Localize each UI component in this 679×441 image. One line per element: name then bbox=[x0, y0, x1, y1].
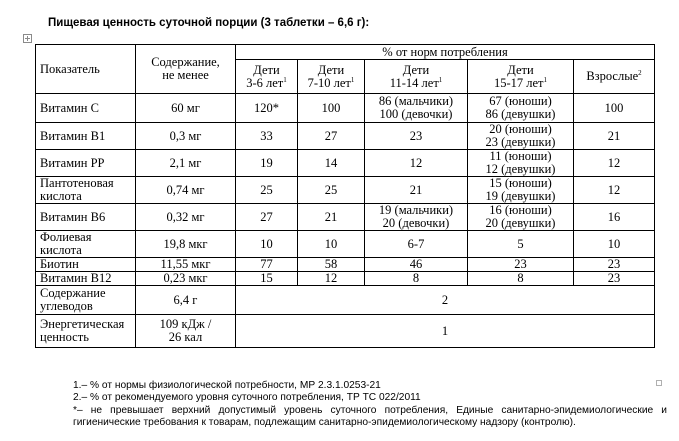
table-title: Пищевая ценность суточной порции (3 таблетки – 6,6 г): bbox=[48, 17, 370, 29]
row-percent-2: 21 bbox=[298, 204, 365, 231]
row-percent-3: 46 bbox=[365, 258, 468, 272]
row-percent-5: 23 bbox=[574, 272, 655, 286]
header-group-4: Дети 15-17 лет$^1$ bbox=[468, 60, 574, 94]
row-content: 0,23 мкг bbox=[136, 272, 236, 286]
table-row bbox=[36, 231, 655, 258]
row-name: Витамин РР bbox=[36, 150, 136, 177]
row-percent-4: 15 (юноши) 19 (девушки) bbox=[468, 177, 574, 204]
table-row bbox=[36, 94, 655, 123]
row-percent-1: 10 bbox=[236, 231, 298, 258]
row-percent-1: 77 bbox=[236, 258, 298, 272]
table-row bbox=[36, 123, 655, 150]
table-row bbox=[36, 204, 655, 231]
row-percent-5: 21 bbox=[574, 123, 655, 150]
header-group-5: Взрослые$^2$ bbox=[574, 60, 655, 94]
row-content: 0,32 мг bbox=[136, 204, 236, 231]
row-merged-value: 1 bbox=[236, 315, 655, 348]
row-name: Витамин В6 bbox=[36, 204, 136, 231]
header-percent: % от норм потребления bbox=[236, 45, 655, 60]
row-percent-4: 5 bbox=[468, 231, 574, 258]
header-group-3: Дети 11-14 лет$^1$ bbox=[365, 60, 468, 94]
row-percent-2: 14 bbox=[298, 150, 365, 177]
row-name: Фолиевая кислота bbox=[36, 231, 136, 258]
row-percent-1: 33 bbox=[236, 123, 298, 150]
header-group-2: Дети 7-10 лет$^1$ bbox=[298, 60, 365, 94]
row-percent-1: 15 bbox=[236, 272, 298, 286]
row-percent-5: 23 bbox=[574, 258, 655, 272]
row-percent-2: 25 bbox=[298, 177, 365, 204]
footnote-2: 2.– % от рекомендуемого уровня суточного потребления, ТР ТС 022/2011 bbox=[73, 392, 421, 404]
table-row bbox=[36, 315, 655, 348]
row-content: 6,4 г bbox=[136, 286, 236, 315]
footnote-3-cont: гигиенические требования к товарам, подлежащим санитарно-эпидемиологическому надзору (контролю). bbox=[73, 417, 576, 429]
row-percent-3: 8 bbox=[365, 272, 468, 286]
row-content: 0,3 мг bbox=[136, 123, 236, 150]
table-row bbox=[36, 150, 655, 177]
row-percent-1: 120* bbox=[236, 94, 298, 123]
row-percent-2: 100 bbox=[298, 94, 365, 123]
row-percent-3: 6-7 bbox=[365, 231, 468, 258]
row-name: Пантотеновая кислота bbox=[36, 177, 136, 204]
footnote-3: *– не превышает верхний допустимый уровень суточного потребления, Единые санитарно-эпидемиологические и bbox=[73, 404, 667, 416]
row-name: Содержание углеводов bbox=[36, 286, 136, 315]
table-row bbox=[36, 286, 655, 315]
footnotes bbox=[73, 380, 667, 430]
row-merged-value: 2 bbox=[236, 286, 655, 315]
row-content: 60 мг bbox=[136, 94, 236, 123]
table-row bbox=[36, 177, 655, 204]
row-percent-1: 27 bbox=[236, 204, 298, 231]
row-percent-1: 19 bbox=[236, 150, 298, 177]
row-name: Витамин В1 bbox=[36, 123, 136, 150]
row-percent-2: 12 bbox=[298, 272, 365, 286]
row-percent-4: 8 bbox=[468, 272, 574, 286]
row-percent-1: 25 bbox=[236, 177, 298, 204]
row-percent-4: 20 (юноши) 23 (девушки) bbox=[468, 123, 574, 150]
table-move-handle-icon[interactable] bbox=[23, 34, 32, 43]
nutrition-table bbox=[35, 44, 655, 348]
row-percent-5: 16 bbox=[574, 204, 655, 231]
row-name: Витамин В12 bbox=[36, 272, 136, 286]
header-indicator: Показатель bbox=[36, 45, 136, 94]
row-content: 0,74 мг bbox=[136, 177, 236, 204]
row-percent-5: 10 bbox=[574, 231, 655, 258]
row-percent-4: 67 (юноши) 86 (девушки) bbox=[468, 94, 574, 123]
row-percent-3: 23 bbox=[365, 123, 468, 150]
row-percent-3: 12 bbox=[365, 150, 468, 177]
row-content: 2,1 мг bbox=[136, 150, 236, 177]
row-percent-4: 16 (юноши) 20 (девушки) bbox=[468, 204, 574, 231]
row-percent-2: 27 bbox=[298, 123, 365, 150]
header-group-1: Дети 3-6 лет$^1$ bbox=[236, 60, 298, 94]
row-percent-2: 10 bbox=[298, 231, 365, 258]
row-content: 11,55 мкг bbox=[136, 258, 236, 272]
row-name: Биотин bbox=[36, 258, 136, 272]
header-content: Содержание, не менее bbox=[136, 45, 236, 94]
table-row bbox=[36, 258, 655, 272]
footnote-1: 1.– % от нормы физиологической потребности, МР 2.3.1.0253-21 bbox=[73, 380, 381, 391]
row-name: Витамин С bbox=[36, 94, 136, 123]
row-content: 109 кДж / 26 кал bbox=[136, 315, 236, 348]
row-percent-5: 100 bbox=[574, 94, 655, 123]
row-content: 19,8 мкг bbox=[136, 231, 236, 258]
row-percent-4: 23 bbox=[468, 258, 574, 272]
row-name: Энергетическая ценность bbox=[36, 315, 136, 348]
table-row bbox=[36, 272, 655, 286]
row-percent-4: 11 (юноши) 12 (девушки) bbox=[468, 150, 574, 177]
row-percent-2: 58 bbox=[298, 258, 365, 272]
row-percent-5: 12 bbox=[574, 150, 655, 177]
row-percent-3: 86 (мальчики) 100 (девочки) bbox=[365, 94, 468, 123]
row-percent-3: 21 bbox=[365, 177, 468, 204]
row-percent-3: 19 (мальчики) 20 (девочки) bbox=[365, 204, 468, 231]
row-percent-5: 12 bbox=[574, 177, 655, 204]
